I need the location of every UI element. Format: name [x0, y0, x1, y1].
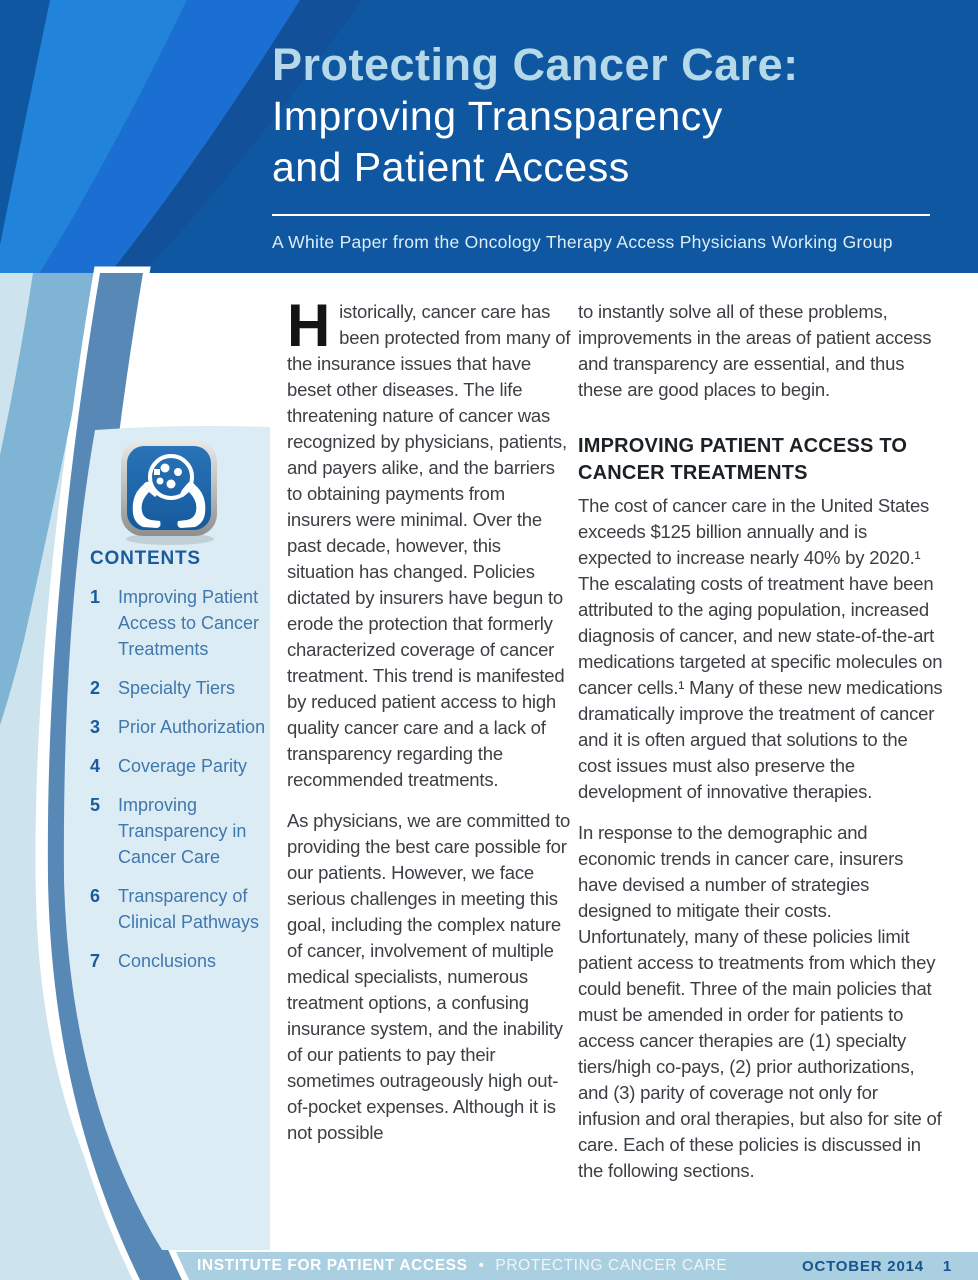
report-subtitle-line1: Improving Transparency	[272, 93, 723, 139]
toc-item-specialty-tiers[interactable]	[90, 675, 276, 701]
hands-holding-cell-culture-icon	[113, 435, 225, 547]
paragraph-insurer-strategies: In response to the demographic and economic trends in cancer care, insurers have devised a number of strategies designed to mitigate their costs. Unfortunately, many of these policies limit patient access to treatments from which they could benefit. Three of the main policies that must be amended in order for patients to access cancer therapies are (1) specialty tiers/high co-pays, (2) prior authorizations, and (3) parity of coverage not only for infusion and oral therapies, but also for site of care. Each of these policies is discussed in the following sections.	[578, 822, 942, 1181]
toc-label: Conclusions	[118, 951, 217, 971]
footer-right	[802, 1258, 952, 1275]
toc-item-prior-authorization[interactable]	[90, 714, 276, 740]
toc-number: 6	[90, 886, 101, 906]
footer-left	[197, 1257, 727, 1275]
toc-number: 2	[90, 678, 101, 698]
toc-label: Specialty Tiers	[118, 678, 236, 698]
toc-item-improving-transparency[interactable]	[90, 792, 276, 870]
header-divider	[272, 214, 930, 216]
footer-bullet: •	[478, 1257, 485, 1274]
paragraph-cost-of-care: The cost of cancer care in the United States exceeds $125 billion annually and is expected to increase nearly 40% by 2020.¹ The escalating costs of treatment have been attributed to the aging population, increased diagnosis of cancer, and new state-of-the-art medications targeted at specific molecules on cancer cells.¹ Many of these new medications dramatically improve the treatment of cancer and it is often argued that solutions to the cost issues must also preserve the development of innovative therapies.	[578, 495, 943, 802]
toc-label: Transparency of Clinical Pathways	[118, 886, 260, 932]
page-number: 1	[942, 1258, 952, 1275]
toc-label: Improving Transparency in Cancer Care	[118, 795, 247, 867]
drop-cap: H	[287, 292, 331, 359]
toc-number: 7	[90, 951, 101, 971]
report-header	[272, 40, 952, 253]
paragraph-intro	[287, 292, 571, 793]
report-subtitle-line2: and Patient Access	[272, 144, 630, 190]
footer-organization: INSTITUTE FOR PATIENT ACCESS	[197, 1257, 468, 1274]
report-title: Protecting Cancer Care:	[272, 39, 799, 90]
toc-item-conclusions[interactable]	[90, 948, 276, 974]
paragraph-physician-commitment: As physicians, we are committed to providing the best care possible for our patients. However, we face serious challenges in meeting this goal, including the complex nature of cancer, involvement of multiple medical specialists, numerous treatment options, a confusing insurance system, and the inability of our patients to pay their sometimes outrageously high out-of-pocket expenses. Although it is not possible	[287, 810, 571, 1143]
toc-item-coverage-parity[interactable]	[90, 753, 276, 779]
footer-date: OCTOBER 2014	[802, 1258, 924, 1275]
toc-item-improving-patient-access[interactable]	[90, 584, 276, 662]
article-column-left	[287, 292, 571, 1161]
report-tagline: A White Paper from the Oncology Therapy Access Physicians Working Group	[272, 232, 893, 252]
toc-item-transparency-clinical-pathways[interactable]	[90, 883, 276, 935]
toc-label: Prior Authorization	[118, 717, 266, 737]
toc-label: Improving Patient Access to Cancer Treatments	[118, 587, 260, 659]
paragraph-intro-text: istorically, cancer care has been protected from many of the insurance issues that have beset other diseases. The life threatening nature of cancer was recognized by physicians, patients, and payers alike, and the barriers to obtaining payments from insurers were minimal. Over the past decade, however, this situation has changed. Policies dictated by insurers have begun to erode the protection that formerly characterized coverage of cancer treatment. This trend is manifested by reduced patient access to high quality cancer care and a lack of transparency regarding the recommended treatments.	[287, 301, 571, 790]
toc-number: 3	[90, 717, 101, 737]
toc-number: 1	[90, 587, 101, 607]
section-heading-improving-access: IMPROVING PATIENT ACCESS TO CANCER TREATMENTS	[578, 435, 908, 484]
footer-document-title: PROTECTING CANCER CARE	[495, 1257, 728, 1274]
table-of-contents	[90, 584, 276, 987]
paragraph-intro-continued: to instantly solve all of these problems, improvements in the areas of patient access and transparency are essential, and thus these are good places to begin.	[578, 301, 932, 400]
toc-number: 4	[90, 756, 101, 776]
article-column-right	[578, 299, 944, 1199]
toc-label: Coverage Parity	[118, 756, 248, 776]
toc-number: 5	[90, 795, 101, 815]
contents-heading: CONTENTS	[90, 548, 201, 569]
